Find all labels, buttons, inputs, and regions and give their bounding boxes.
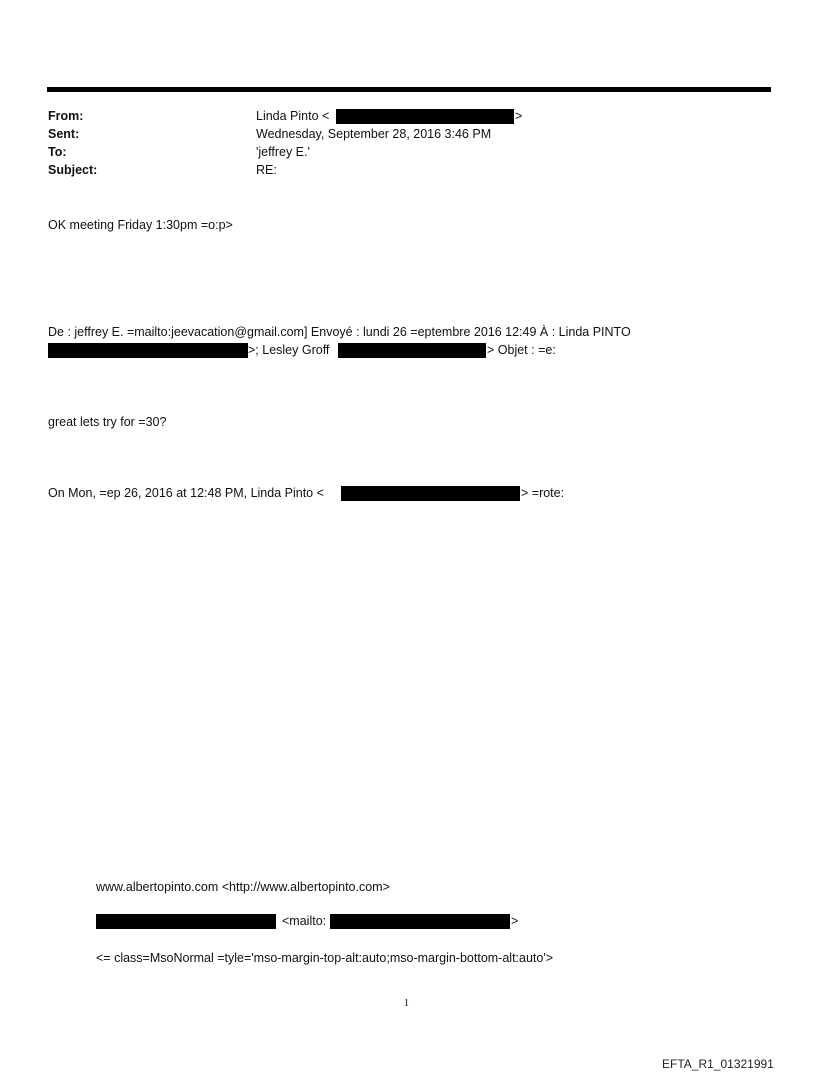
sent-value: Wednesday, September 28, 2016 3:46 PM [256, 127, 492, 141]
quote-1-line-2a: >; Lesley Groff [248, 343, 330, 357]
from-label: From: [48, 109, 84, 123]
body-line-2: great lets try for =30? [48, 415, 167, 429]
page-number: 1 [404, 998, 409, 1009]
from-value-prefix: Linda Pinto < [256, 109, 330, 123]
subject-value: RE: [256, 163, 277, 177]
quote-1-line-2b: > Objet : =e: [487, 343, 556, 357]
redaction-box [336, 109, 514, 124]
redaction-box [96, 914, 276, 929]
signature-mailto-prefix: <mailto: [282, 914, 327, 928]
quote-2-prefix: On Mon, =ep 26, 2016 at 12:48 PM, Linda Pinto < [48, 486, 324, 500]
to-value: 'jeffrey E.' [256, 145, 310, 159]
signature-class-line: <= class=MsoNormal =tyle='mso-margin-top-alt:auto;mso-margin-bottom-alt:auto'> [96, 951, 554, 965]
redaction-box [48, 343, 248, 358]
quote-2-suffix: > =rote: [521, 486, 565, 500]
subject-label: Subject: [48, 163, 98, 177]
redaction-box [330, 914, 510, 929]
header-rule [47, 87, 771, 92]
signature-website: www.albertopinto.com <http://www.albertopinto.com> [96, 880, 390, 894]
redaction-box [341, 486, 520, 501]
document-id: EFTA_R1_01321991 [662, 1057, 774, 1071]
redaction-box [338, 343, 486, 358]
to-label: To: [48, 145, 67, 159]
signature-mailto-suffix: > [511, 914, 519, 928]
body-line-1: OK meeting Friday 1:30pm =o:p> [48, 218, 233, 232]
sent-label: Sent: [48, 127, 80, 141]
quote-1-line-1: De : jeffrey E. =mailto:jeevacation@gmail.com] Envoyé : lundi 26 =eptembre 2016 12:49 À : Linda PINTO [48, 325, 631, 339]
from-value-suffix: > [515, 109, 523, 123]
